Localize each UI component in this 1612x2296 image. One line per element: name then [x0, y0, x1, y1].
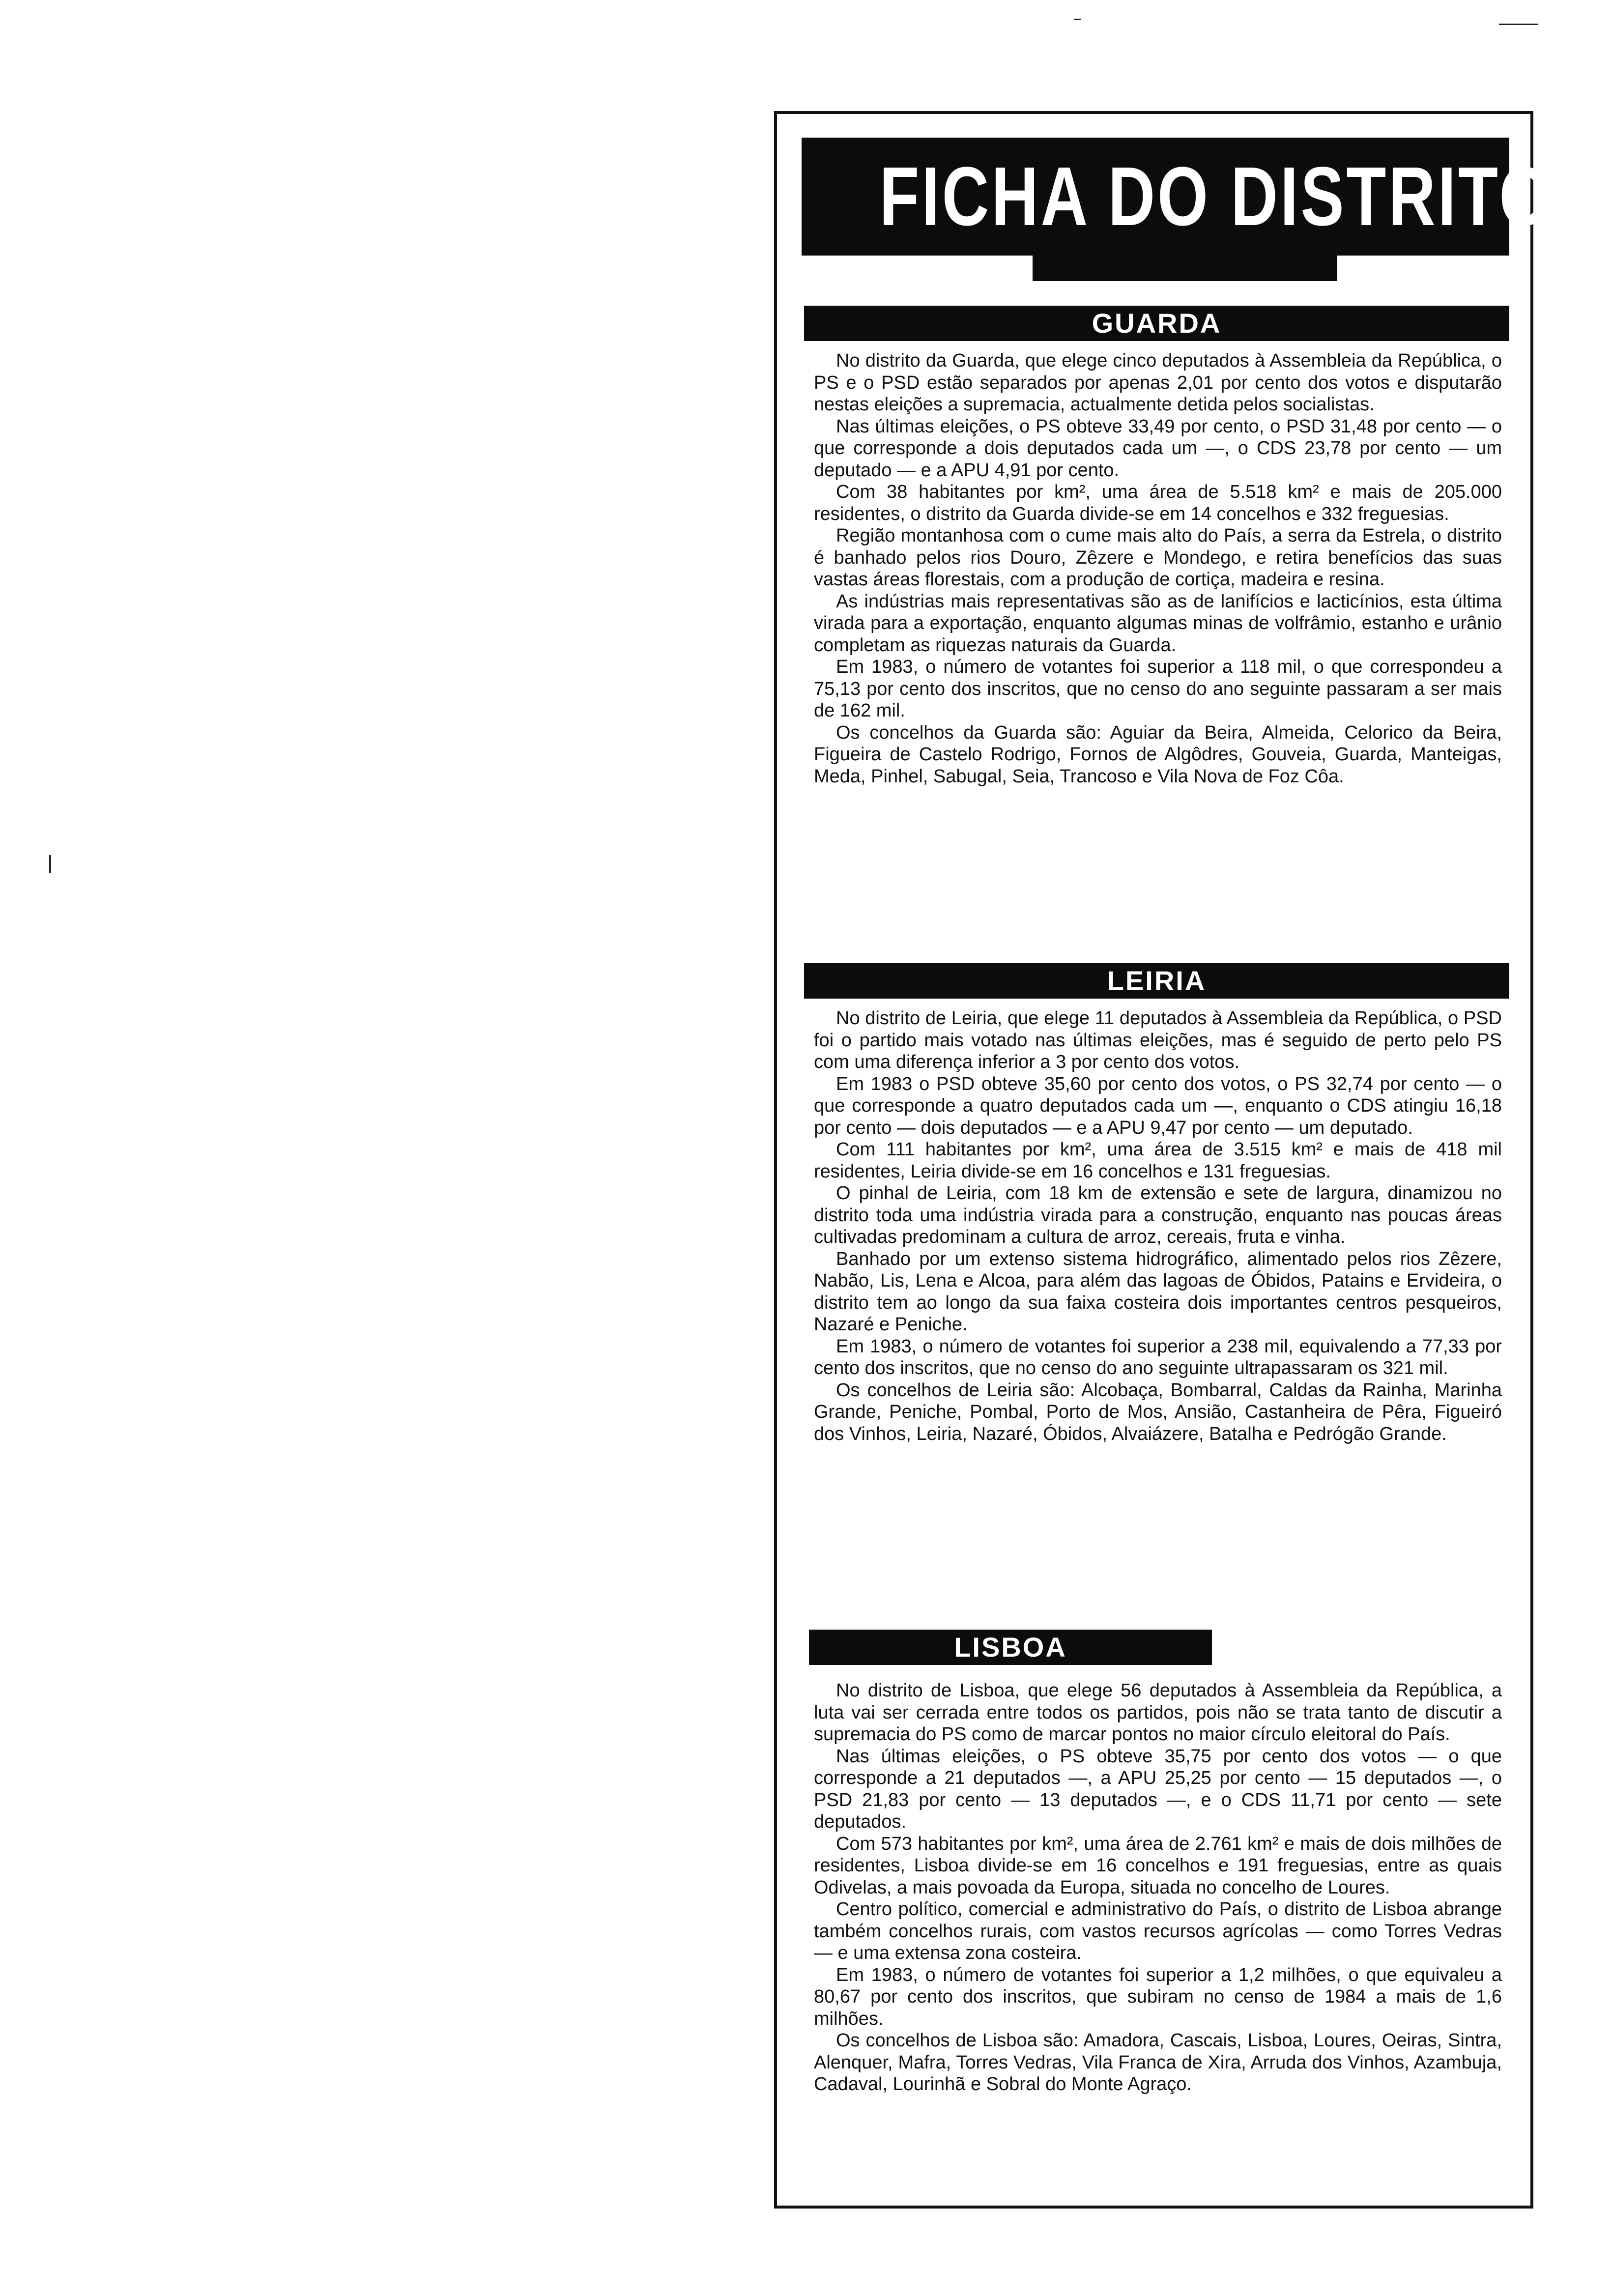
paragraph: No distrito da Guarda, que elege cinco deputados à Assembleia da República, o PS e o PSD estão separados por apenas 2,01 por cento dos votos e disputarão nestas eleições a supremacia, actualmente detida pelos socialistas. — [814, 350, 1502, 415]
paragraph: O pinhal de Leiria, com 18 km de extensão e sete de largura, dinamizou no distrito toda uma indústria virada para a construção, enquanto nas poucas áreas cultivadas predominam a cultura de arroz, cereais, fruta e vinha. — [814, 1183, 1502, 1247]
section-heading-guarda: GUARDA — [804, 306, 1509, 341]
paragraph: Em 1983, o número de votantes foi superior a 1,2 milhões, o que equivaleu a 80,67 por cento dos inscritos, que subiram no censo de 1984 a mais de 1,6 milhões. — [814, 1964, 1502, 2029]
paragraph: Os concelhos da Guarda são: Aguiar da Beira, Almeida, Celorico da Beira, Figueira de Castelo Rodrigo, Fornos de Algôdres, Gouveia, Guarda, Manteigas, Meda, Pinhel, Sabugal, Seia, Trancoso e Vila Nova de Foz Côa. — [814, 722, 1502, 787]
paragraph: Região montanhosa com o cume mais alto do País, a serra da Estrela, o distrito é banhado pelos rios Douro, Zêzere e Mondego, e retira benefícios das suas vastas áreas florestais, com a produção de cortiça, madeira e resina. — [814, 525, 1502, 590]
paragraph: Em 1983, o número de votantes foi superior a 118 mil, o que correspondeu a 75,13 por cento dos inscritos, que no censo do ano seguinte passaram a ser mais de 162 mil. — [814, 657, 1502, 721]
scan-speck — [1499, 24, 1538, 25]
section-body-lisboa — [814, 1680, 1502, 2095]
page-title: FICHA DO DISTRITO — [879, 138, 1431, 256]
paragraph: Em 1983 o PSD obteve 35,60 por cento dos votos, o PS 32,74 por cento — o que corresponde a quatro deputados cada um —, enquanto o CDS atingiu 16,18 por cento — dois deputados — e a APU 9,47 por cento — um deputado. — [814, 1073, 1502, 1138]
district-card — [774, 111, 1553, 2209]
paragraph: Nas últimas eleições, o PS obteve 33,49 por cento, o PSD 31,48 por cento — o que corresponde a dois deputados cada um —, o CDS 23,78 por cento — um deputado — e a APU 4,91 por cento. — [814, 416, 1502, 481]
paragraph: No distrito de Lisboa, que elege 56 deputados à Assembleia da República, a luta vai ser cerrada entre todos os partidos, pois não se trata tanto de discutir a supremacia do PS como de marcar pontos no maior círculo eleitoral do País. — [814, 1680, 1502, 1745]
title-banner — [802, 138, 1553, 256]
section-body-guarda — [814, 350, 1502, 787]
paragraph: Nas últimas eleições, o PS obteve 35,75 por cento dos votos — o que corresponde a 21 deputados —, a APU 25,25 por cento — 15 deputados —, o PSD 21,83 por cento — 13 deputados —, e o CDS 11,71 por cento — sete deputados. — [814, 1746, 1502, 1832]
paragraph: Os concelhos de Lisboa são: Amadora, Cascais, Lisboa, Loures, Oeiras, Sintra, Alenquer, Mafra, Torres Vedras, Vila Franca de Xira, Arruda dos Vinhos, Azambuja, Cadaval, Lourinhã e Sobral do Monte Agraço. — [814, 2030, 1502, 2095]
section-heading-lisboa: LISBOA — [809, 1630, 1212, 1665]
paragraph: Os concelhos de Leiria são: Alcobaça, Bombarral, Caldas da Rainha, Marinha Grande, Peniche, Pombal, Porto de Mos, Ansião, Castanheira de Pêra, Figueiró dos Vinhos, Leiria, Nazaré, Óbidos, Alvaiázere, Batalha e Pedrógão Grande. — [814, 1379, 1502, 1444]
paragraph: Centro político, comercial e administrativo do País, o distrito de Lisboa abrange também concelhos rurais, com vastos recursos agrícolas — como Torres Vedras — e uma extensa zona costeira. — [814, 1899, 1502, 1963]
scan-speck — [49, 855, 51, 873]
paragraph: Banhado por um extenso sistema hidrográfico, alimentado pelos rios Zêzere, Nabão, Lis, Lena e Alcoa, para além das lagoas de Óbidos, Patains e Ervideira, o distrito tem ao longo da sua faixa costeira dois importantes centros pesqueiros, Nazaré e Peniche. — [814, 1248, 1502, 1335]
banner-ink-bleed — [1033, 252, 1337, 281]
paragraph: Com 111 habitantes por km², uma área de 3.515 km² e mais de 418 mil residentes, Leiria divide-se em 16 concelhos e 131 freguesias. — [814, 1139, 1502, 1182]
section-heading-leiria: LEIRIA — [804, 963, 1509, 999]
scan-speck — [1074, 19, 1081, 20]
paragraph: Com 38 habitantes por km², uma área de 5.518 km² e mais de 205.000 residentes, o distrito da Guarda divide-se em 14 concelhos e 332 freguesias. — [814, 482, 1502, 524]
paragraph: Em 1983, o número de votantes foi superior a 238 mil, equivalendo a 77,33 por cento dos inscritos, que no censo do ano seguinte ultrapassaram os 321 mil. — [814, 1336, 1502, 1378]
paragraph: Com 573 habitantes por km², uma área de 2.761 km² e mais de dois milhões de residentes, Lisboa divide-se em 16 concelhos e 191 freguesias, entre as quais Odivelas, a mais povoada da Europa, situada no concelho de Loures. — [814, 1833, 1502, 1898]
section-body-leiria — [814, 1007, 1502, 1445]
paragraph: No distrito de Leiria, que elege 11 deputados à Assembleia da República, o PSD foi o partido mais votado nas últimas eleições, mas é seguido de perto pelo PS com uma diferença inferior a 3 por cento dos votos. — [814, 1008, 1502, 1072]
paragraph: As indústrias mais representativas são as de lanifícios e lacticínios, esta última virada para a exportação, enquanto algumas minas de volfrâmio, estanho e urânio completam as riquezas naturais da Guarda. — [814, 591, 1502, 656]
